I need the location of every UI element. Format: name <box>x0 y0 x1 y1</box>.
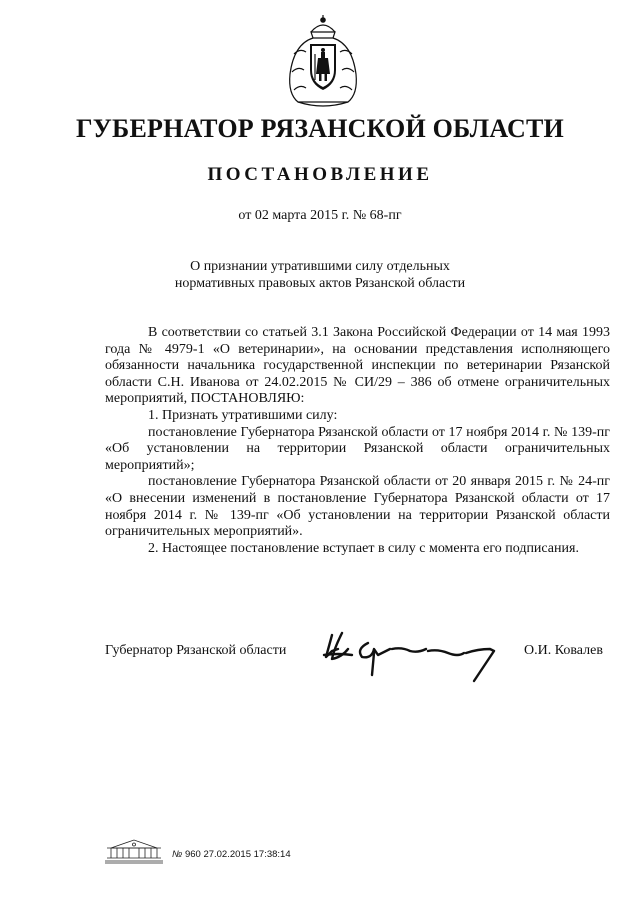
document-date-line <box>0 208 640 224</box>
document-type: ПОСТАНОВЛЕНИЕ <box>207 164 433 185</box>
number-prefix: № <box>349 208 370 223</box>
document-title <box>0 258 640 292</box>
coat-of-arms-emblem <box>284 14 362 114</box>
handwritten-signature <box>318 627 508 683</box>
title-line-1: О признании утратившими силу отдельных <box>190 259 450 274</box>
signatory-title: Губернатор Рязанской области <box>105 643 287 658</box>
registration-timestamp: 27.02.2015 17:38:14 <box>203 849 291 860</box>
date-prefix: от <box>238 208 255 223</box>
body-paragraph-item-1: 1. Признать утратившими силу: <box>148 407 338 423</box>
title-line-2: нормативных правовых актов Рязанской области <box>174 276 466 291</box>
document-date: 02 марта 2015 г. <box>254 208 350 223</box>
body-paragraph-repealed-act-1: постановление Губернатора Рязанской области от 17 ноября 2014 г. № 139-пг «Об установлении на территории Рязанской области ограничительных мероприятий»; <box>105 424 610 473</box>
issuing-authority: ГУБЕРНАТОР РЯЗАНСКОЙ ОБЛАСТИ <box>76 114 564 143</box>
document-body <box>105 325 610 557</box>
registration-mark: № <box>172 849 183 860</box>
registration-number: 960 <box>184 849 201 860</box>
signatory-name: О.И. Ковалев <box>524 643 603 658</box>
registration-stamp <box>172 849 291 860</box>
body-paragraph-preamble: В соответствии со статьей 3.1 Закона Российской Федерации от 14 мая 1993 года № 4979-1 «О ветеринарии», на основании представления исполняющего обязанности начальника государственной инспекции по ветеринарии Рязанской области С.Н. Иванова от 24.02.2015 № СИ/29 – 386 об отмене ограничительных мероприятий, ПОСТАНОВЛЯЮ: <box>105 325 610 407</box>
document-number: 68-пг <box>369 208 402 223</box>
body-paragraph-item-2: 2. Настоящее постановление вступает в силу с момента его подписания. <box>148 540 579 556</box>
body-paragraph-repealed-act-2: постановление Губернатора Рязанской области от 20 января 2015 г. № 24-пг «О внесении изменений в постановление Губернатора Рязанской области от 17 ноября 2014 г. № 139-пг «Об установлении на территории Рязанской области ограничительных мероприятий». <box>105 474 610 540</box>
registration-building-logo <box>103 838 165 864</box>
